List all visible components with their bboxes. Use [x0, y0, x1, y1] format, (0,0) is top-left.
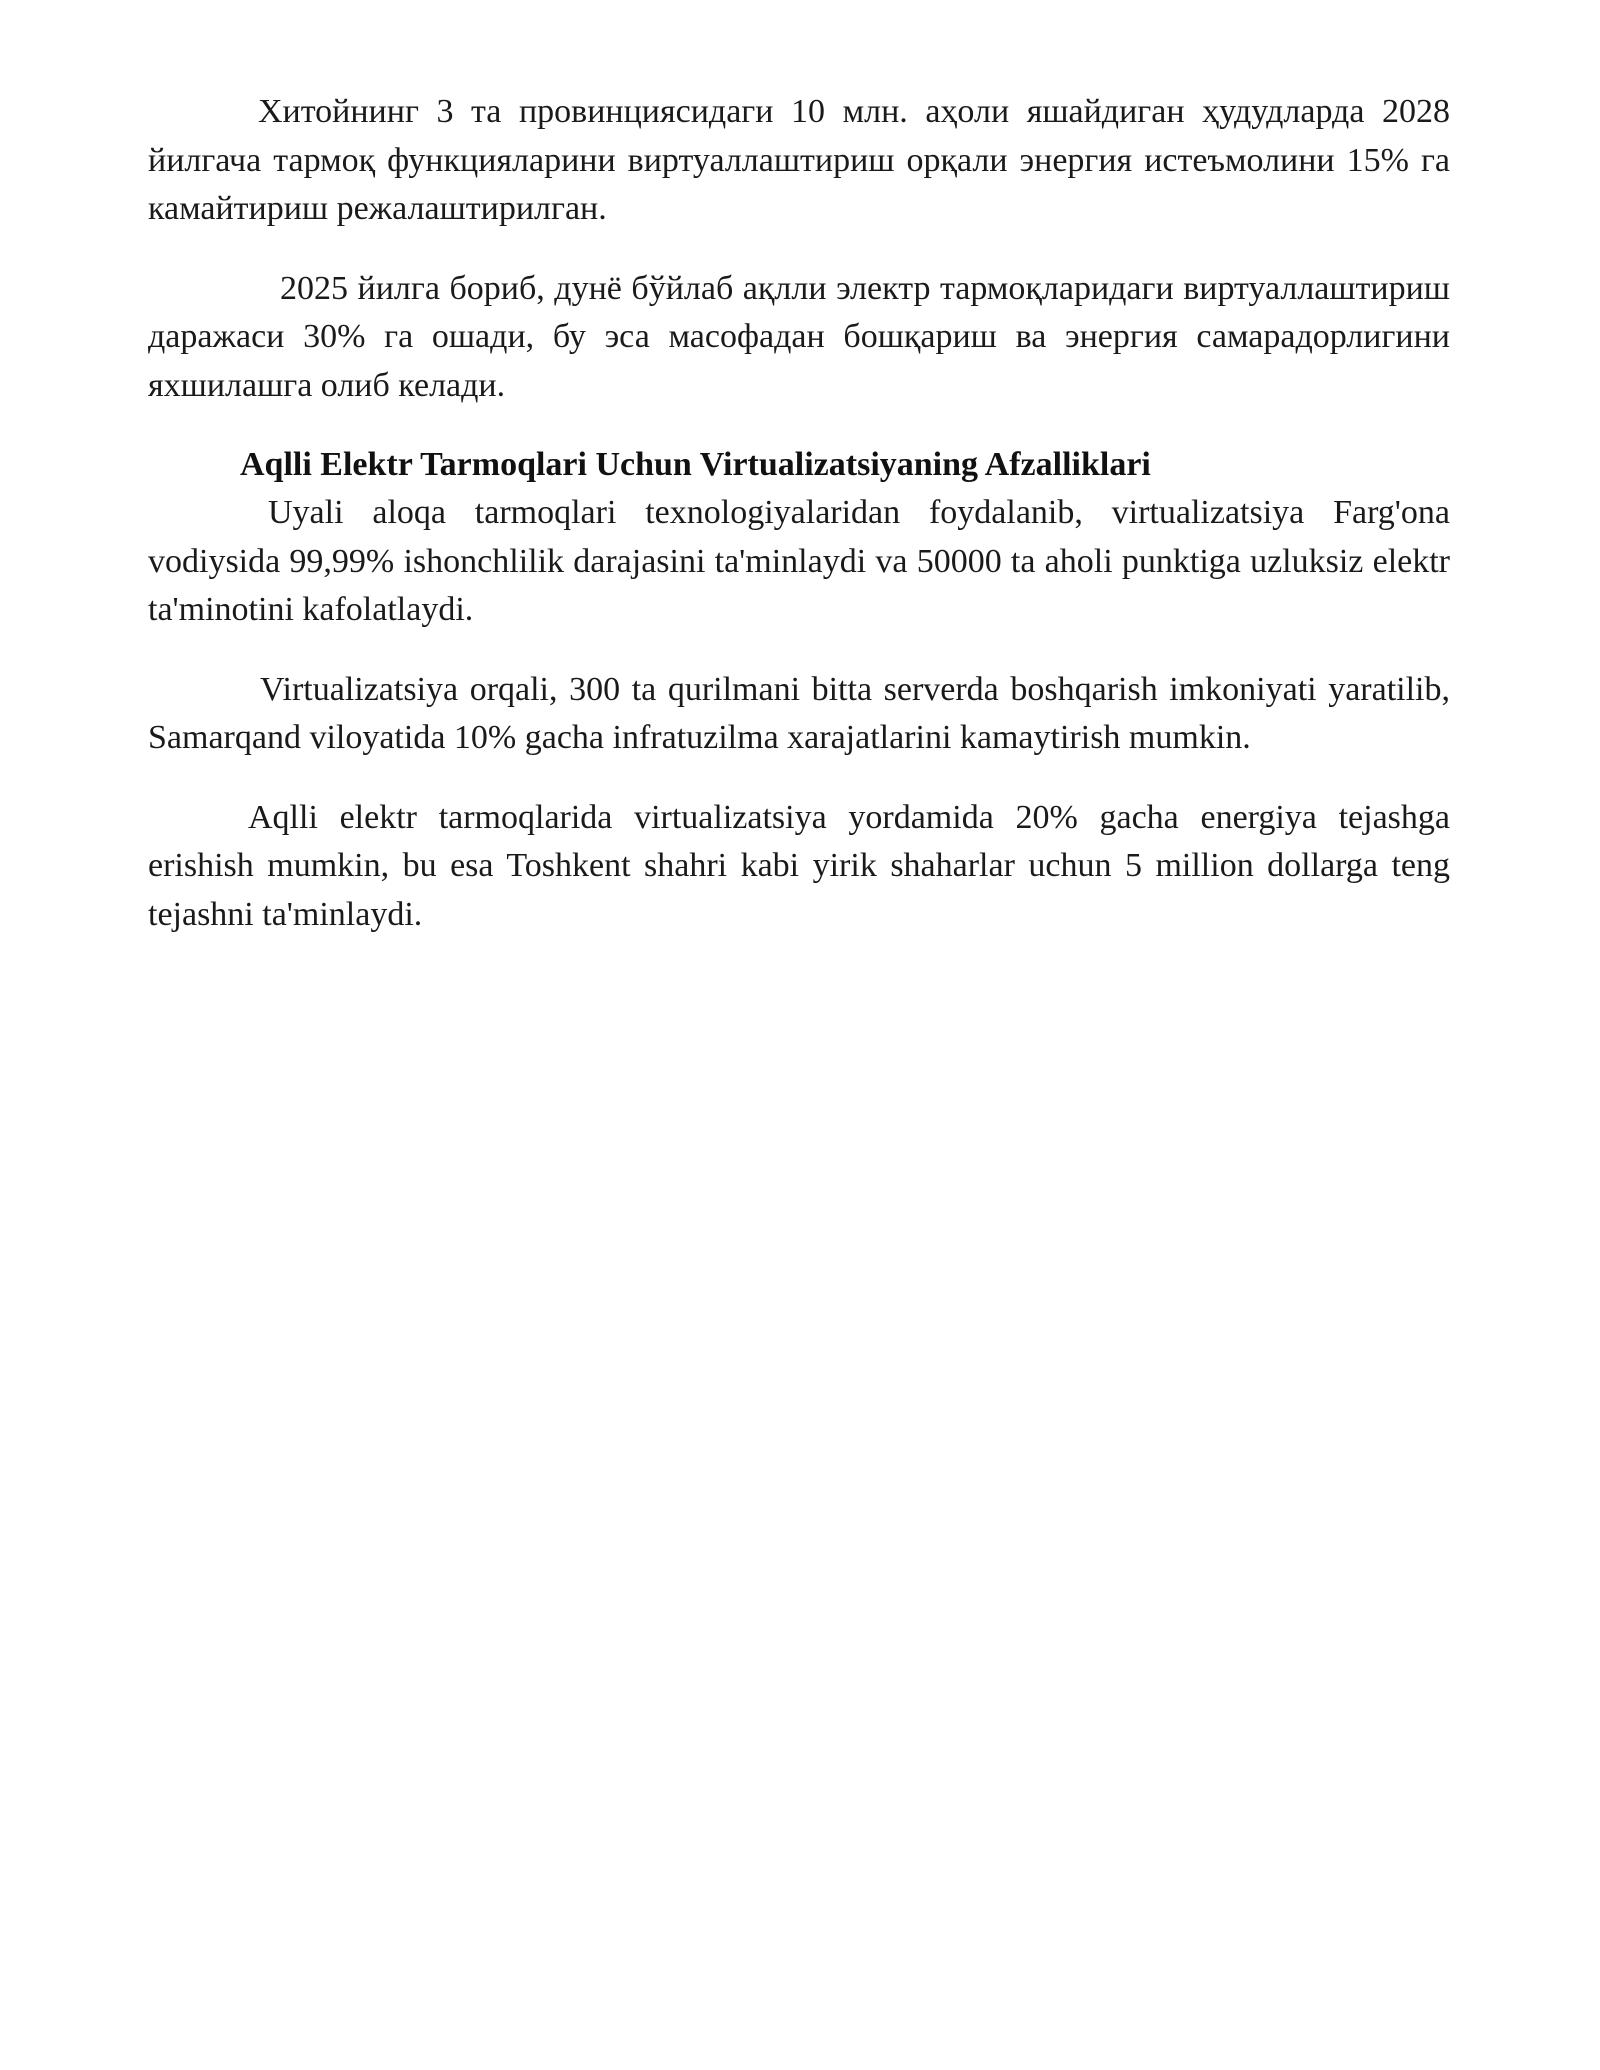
document-body — [148, 88, 1450, 970]
section-heading: Aqlli Elektr Tarmoqlari Uchun Virtualizatsiyaning Afzalliklari — [240, 446, 1151, 483]
paragraph-china-energy: Хитойнинг 3 та провинциясидаги 10 млн. аҳоли яшайдиган ҳудудларда 2028 йилгача тармоқ функцияларини виртуаллаштириш орқали энергия истеъмолини 15% га камайтириш режалаштирилган. — [148, 93, 1450, 227]
paragraph-virtualization-2025: 2025 йилга бориб, дунё бўйлаб ақлли электр тармоқларидаги виртуаллаштириш даражаси 30% га ошади, бу эса масофадан бошқариш ва энергия самарадорлигини яхшилашга олиб келади. — [148, 269, 1450, 404]
paragraph-fergana-reliability: Uyali aloqa tarmoqlari texnologiyalaridan foydalanib, virtualizatsiya Farg'ona vodiysida 99,99% ishonchlilik darajasini ta'minlaydi va 50000 ta aholi punktiga uzluksiz elektr ta'minotini kafolatlaydi. — [148, 494, 1450, 628]
paragraph-samarkand-costs: Virtualizatsiya orqali, 300 ta qurilmani bitta serverda boshqarish imkoniyati yaratilib, Samarqand viloyatida 10% gacha infratuzilma xarajatlarini kamaytirish mumkin. — [148, 670, 1450, 756]
paragraph-tashkent-savings: Aqlli elektr tarmoqlarida virtualizatsiya yordamida 20% gacha energiya tejashga erishish mumkin, bu esa Toshkent shahri kabi yirik shaharlar uchun 5 million dollarga teng tejashni ta'minlaydi. — [148, 798, 1450, 933]
